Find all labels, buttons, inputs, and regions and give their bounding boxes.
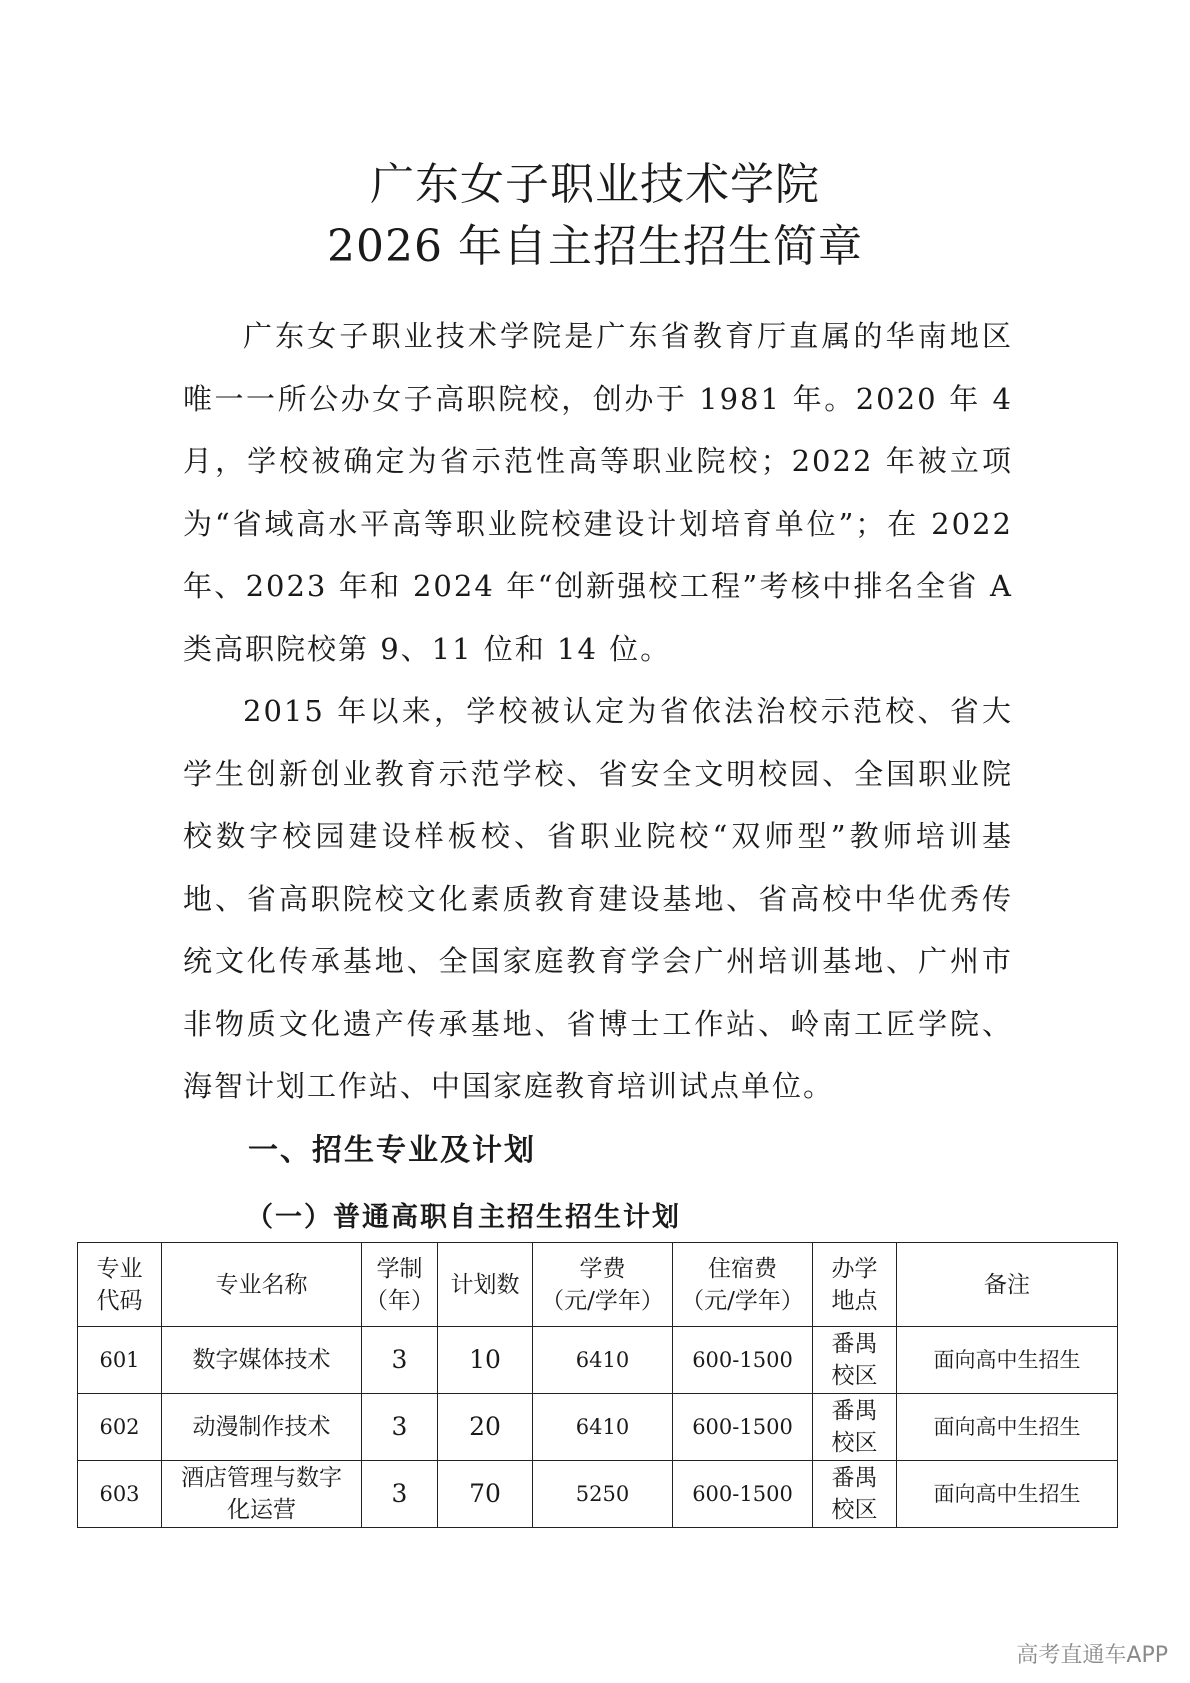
subsection-heading: （一）普通高职自主招生招生计划: [246, 1202, 681, 1233]
cell-code: 601: [78, 1327, 162, 1394]
table-row: [78, 1327, 1118, 1394]
document-subtitle: 2026 年自主招生招生简章: [327, 221, 863, 272]
watermark-label: 高考直通车APP: [1016, 1643, 1168, 1668]
enrollment-plan-table: [77, 1242, 1118, 1528]
cell-major-name: 数字媒体技术: [162, 1327, 362, 1394]
header-code: 专业 代码: [78, 1243, 162, 1327]
cell-plan: 70: [438, 1461, 533, 1528]
cell-years: 3: [362, 1461, 438, 1528]
intro-paragraph-1: 广东女子职业技术学院是广东省教育厅直属的华南地区唯一一所公办女子高职院校，创办于 1981 年。2020 年 4 月，学校被确定为省示范性高等职业院校；2022 年被立项为“省域高水平高等职业院校建设计划培育单位”；在 2022 年、2023 年和 2024 年“创新强校工程”考核中排名全省 A 类高职院校第 9、11 位和 14 位。: [183, 319, 1013, 666]
cell-years: 3: [362, 1327, 438, 1394]
cell-note: 面向高中生招生: [897, 1394, 1118, 1461]
cell-plan: 10: [438, 1327, 533, 1394]
cell-note: 面向高中生招生: [897, 1327, 1118, 1394]
intro-body: [183, 305, 1013, 1118]
cell-code: 602: [78, 1394, 162, 1461]
cell-note: 面向高中生招生: [897, 1461, 1118, 1528]
cell-major-name: 酒店管理与数字 化运营: [162, 1461, 362, 1528]
cell-lodging: 600-1500: [673, 1327, 813, 1394]
table-row: [78, 1394, 1118, 1461]
cell-plan: 20: [438, 1394, 533, 1461]
section-heading: 一、招生专业及计划: [248, 1133, 536, 1168]
header-tuition: 学费 （元/学年）: [533, 1243, 673, 1327]
cell-location: 番禺 校区: [813, 1327, 897, 1394]
header-location: 办学 地点: [813, 1243, 897, 1327]
cell-location: 番禺 校区: [813, 1394, 897, 1461]
cell-code: 603: [78, 1461, 162, 1528]
cell-tuition: 6410: [533, 1327, 673, 1394]
header-years: 学制 （年）: [362, 1243, 438, 1327]
table-row: [78, 1461, 1118, 1528]
header-lodging: 住宿费 （元/学年）: [673, 1243, 813, 1327]
document-title: 广东女子职业技术学院: [370, 159, 820, 210]
header-plan-count: 计划数: [438, 1243, 533, 1327]
cell-tuition: 5250: [533, 1461, 673, 1528]
cell-tuition: 6410: [533, 1394, 673, 1461]
header-major-name: 专业名称: [162, 1243, 362, 1327]
table-header-row: [78, 1243, 1118, 1327]
cell-lodging: 600-1500: [673, 1394, 813, 1461]
cell-location: 番禺 校区: [813, 1461, 897, 1528]
intro-paragraph-2: 2015 年以来，学校被认定为省依法治校示范校、省大学生创新创业教育示范学校、省安全文明校园、全国职业院校数字校园建设样板校、省职业院校“双师型”教师培训基地、省高职院校文化素质教育建设基地、省高校中华优秀传统文化传承基地、全国家庭教育学会广州培训基地、广州市非物质文化遗产传承基地、省博士工作站、岭南工匠学院、海智计划工作站、中国家庭教育培训试点单位。: [183, 694, 1013, 1103]
cell-years: 3: [362, 1394, 438, 1461]
header-note: 备注: [897, 1243, 1118, 1327]
cell-major-name: 动漫制作技术: [162, 1394, 362, 1461]
cell-lodging: 600-1500: [673, 1461, 813, 1528]
